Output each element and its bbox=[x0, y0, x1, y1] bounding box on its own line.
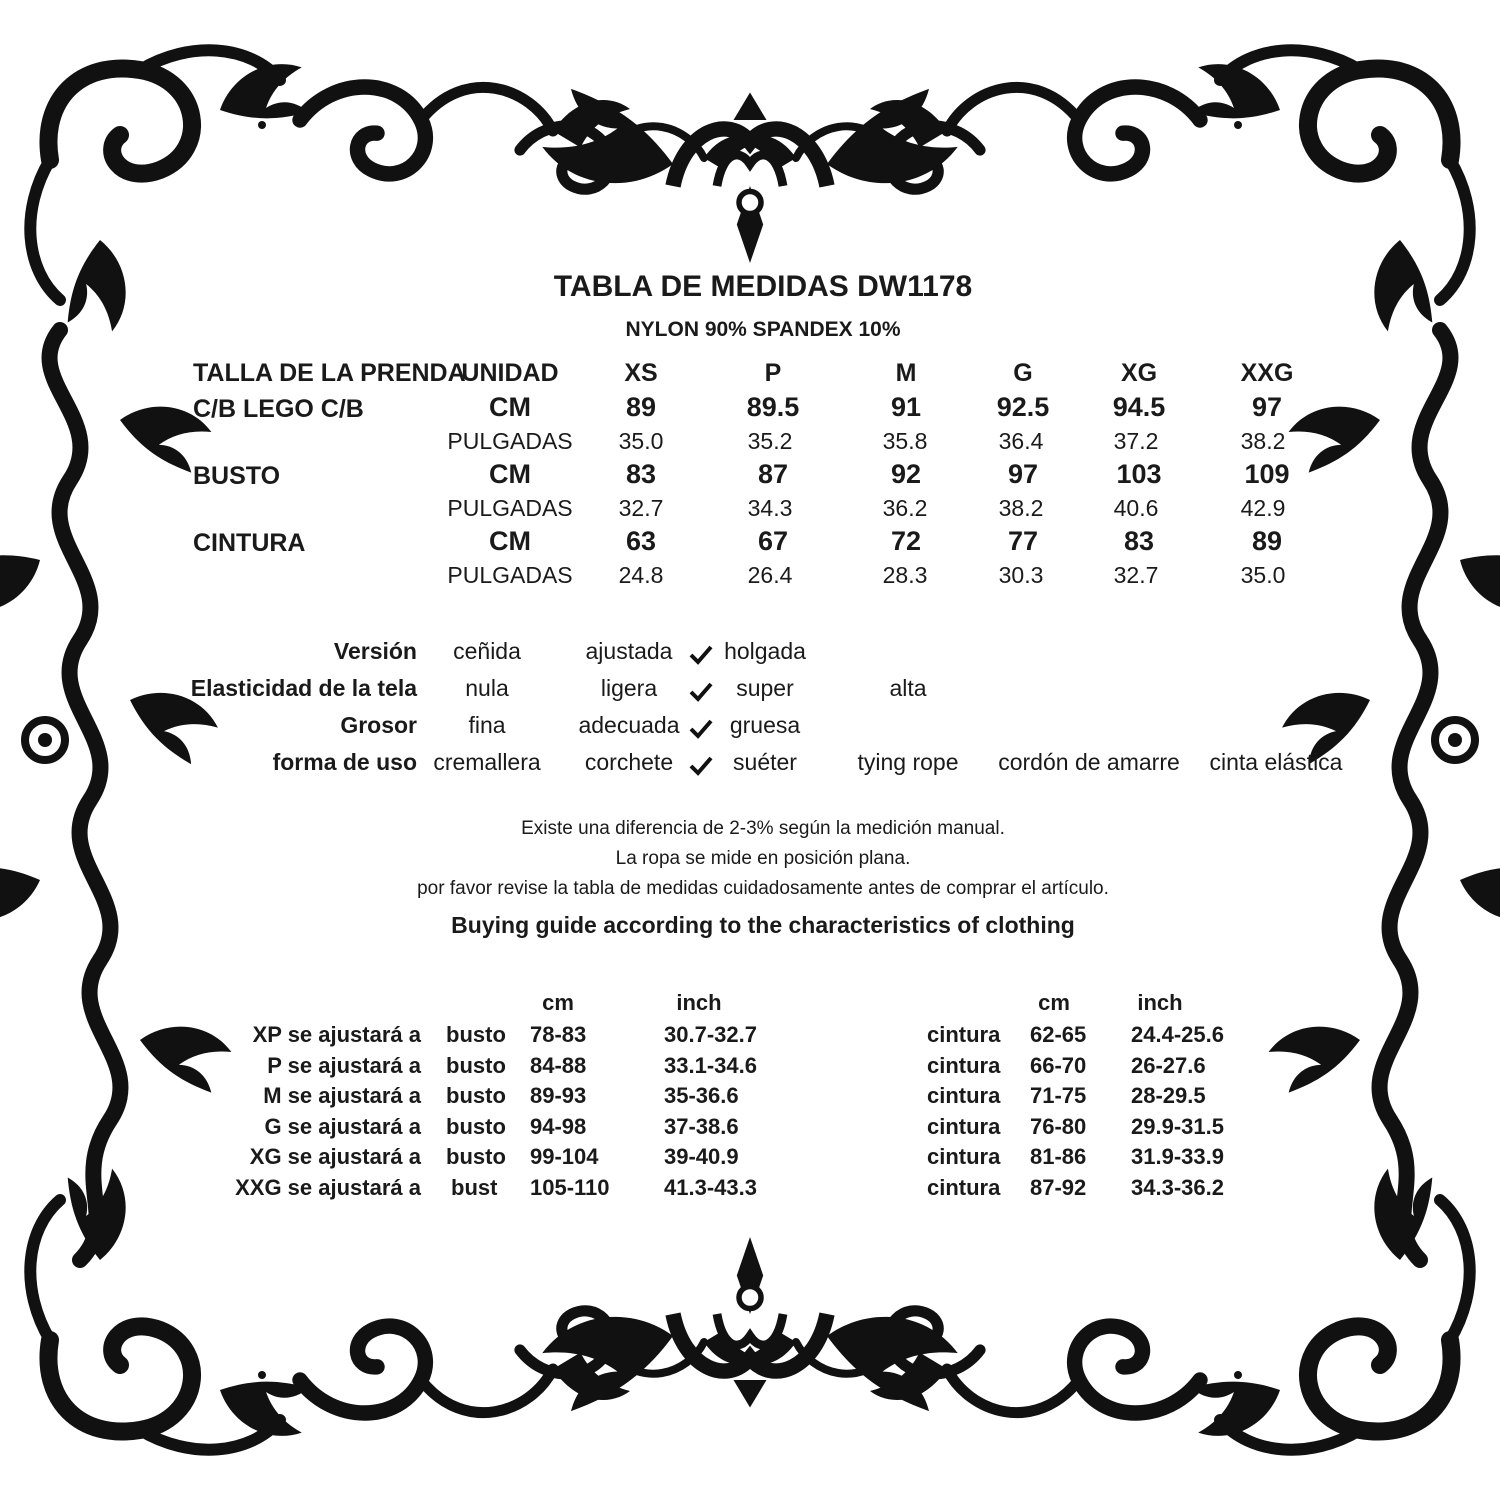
check-icon bbox=[689, 681, 713, 703]
cell-cm: 97 bbox=[1251, 392, 1283, 422]
unit-cm: CM bbox=[489, 526, 531, 556]
attr-option: ligera bbox=[600, 675, 658, 701]
cell-inches: 26.4 bbox=[747, 562, 793, 588]
unit-cm: CM bbox=[489, 392, 531, 422]
row-name-bust: BUSTO bbox=[193, 462, 281, 490]
guide-waist-cm: 62-65 bbox=[1030, 1022, 1087, 1047]
guide-waist-word: cintura bbox=[927, 1053, 1001, 1078]
cell-cm: 67 bbox=[757, 526, 789, 556]
guide-waist-word: cintura bbox=[927, 1022, 1001, 1047]
guide-bust-word: busto bbox=[446, 1083, 506, 1108]
guide-waist-inch: 29.9-31.5 bbox=[1131, 1114, 1224, 1139]
guide-bust-inch: 30.7-32.7 bbox=[664, 1022, 757, 1047]
guide-bust-inch: 37-38.6 bbox=[664, 1114, 739, 1139]
guide-bust-word: busto bbox=[446, 1144, 506, 1169]
attr-option: nula bbox=[465, 675, 509, 701]
guide-bust-inch: 35-36.6 bbox=[664, 1083, 739, 1108]
guide-size-label: XG se ajustará a bbox=[249, 1144, 421, 1169]
size-header-label: TALLA DE LA PRENDA bbox=[193, 359, 466, 387]
page-title: TABLA DE MEDIDAS DW1178 bbox=[553, 270, 973, 303]
row-name-waist: CINTURA bbox=[193, 529, 306, 557]
guide-size-label: G se ajustará a bbox=[264, 1114, 421, 1139]
attr-option: ceñida bbox=[453, 638, 521, 664]
guide-waist-word: cintura bbox=[927, 1083, 1001, 1108]
cell-inches: 32.7 bbox=[1113, 562, 1159, 588]
guide-title: Buying guide according to the characteristics of clothing bbox=[451, 912, 1075, 938]
cell-inches: 30.3 bbox=[998, 562, 1044, 588]
guide-size-label: P se ajustará a bbox=[267, 1053, 421, 1078]
attr-option: adecuada bbox=[578, 712, 680, 738]
guide-unit-inch: inch bbox=[1137, 990, 1183, 1015]
attr-option: holgada bbox=[724, 638, 806, 664]
guide-waist-cm: 87-92 bbox=[1030, 1175, 1087, 1200]
unit-cm: CM bbox=[489, 459, 531, 489]
size-col-xs: XS bbox=[624, 359, 658, 387]
unit-header: UNIDAD bbox=[461, 359, 559, 387]
material-subtitle: NYLON 90% SPANDEX 10% bbox=[625, 318, 901, 341]
guide-bust-cm: 89-93 bbox=[530, 1083, 587, 1108]
guide-waist-word: cintura bbox=[927, 1175, 1001, 1200]
attr-option: cremallera bbox=[433, 749, 541, 775]
attr-option: super bbox=[736, 675, 794, 701]
guide-bust-word: bust bbox=[451, 1175, 498, 1200]
cell-cm: 63 bbox=[625, 526, 657, 556]
guide-size-label: XP se ajustará a bbox=[252, 1022, 421, 1047]
cell-cm: 94.5 bbox=[1112, 392, 1166, 422]
size-col-g: G bbox=[1013, 359, 1033, 387]
check-icon bbox=[689, 644, 713, 666]
cell-inches: 37.2 bbox=[1113, 428, 1159, 454]
attr-option: suéter bbox=[733, 749, 797, 775]
guide-bust-word: busto bbox=[446, 1114, 506, 1139]
cell-inches: 35.0 bbox=[1240, 562, 1286, 588]
size-col-xg: XG bbox=[1120, 359, 1158, 387]
note-line: por favor revise la tabla de medidas cuidadosamente antes de comprar el artículo. bbox=[417, 878, 1109, 899]
guide-waist-inch: 24.4-25.6 bbox=[1131, 1022, 1224, 1047]
check-icon bbox=[689, 718, 713, 740]
guide-unit-cm: cm bbox=[542, 990, 574, 1015]
cell-cm: 89 bbox=[625, 392, 657, 422]
guide-waist-inch: 28-29.5 bbox=[1131, 1083, 1206, 1108]
check-icon bbox=[689, 755, 713, 777]
cell-inches: 36.2 bbox=[882, 495, 928, 521]
cell-cm: 83 bbox=[1123, 526, 1155, 556]
cell-inches: 35.8 bbox=[882, 428, 928, 454]
guide-unit-inch: inch bbox=[676, 990, 722, 1015]
guide-bust-cm: 78-83 bbox=[530, 1022, 587, 1047]
guide-bust-inch: 41.3-43.3 bbox=[664, 1175, 757, 1200]
cell-inches: 28.3 bbox=[882, 562, 928, 588]
cell-cm: 89 bbox=[1251, 526, 1283, 556]
cell-cm: 109 bbox=[1244, 459, 1290, 489]
cell-cm: 83 bbox=[625, 459, 657, 489]
cell-cm: 91 bbox=[890, 392, 922, 422]
cell-cm: 72 bbox=[890, 526, 922, 556]
guide-bust-word: busto bbox=[446, 1022, 506, 1047]
unit-inches: PULGADAS bbox=[447, 495, 573, 521]
cell-inches: 42.9 bbox=[1240, 495, 1286, 521]
guide-waist-inch: 31.9-33.9 bbox=[1131, 1144, 1224, 1169]
size-col-xxg: XXG bbox=[1240, 359, 1294, 387]
cell-cm: 92 bbox=[890, 459, 922, 489]
cell-inches: 24.8 bbox=[618, 562, 664, 588]
attr-option: cordón de amarre bbox=[998, 749, 1180, 775]
cell-cm: 92.5 bbox=[996, 392, 1050, 422]
attr-label-version: Versión bbox=[333, 638, 417, 664]
attr-option: alta bbox=[889, 675, 927, 701]
guide-waist-inch: 34.3-36.2 bbox=[1131, 1175, 1224, 1200]
guide-bust-word: busto bbox=[446, 1053, 506, 1078]
guide-waist-word: cintura bbox=[927, 1114, 1001, 1139]
attr-label-closure: forma de uso bbox=[272, 749, 417, 775]
guide-waist-inch: 26-27.6 bbox=[1131, 1053, 1206, 1078]
guide-bust-cm: 99-104 bbox=[530, 1144, 599, 1169]
unit-inches: PULGADAS bbox=[447, 562, 573, 588]
attr-label-elasticity: Elasticidad de la tela bbox=[190, 675, 417, 701]
guide-bust-inch: 39-40.9 bbox=[664, 1144, 739, 1169]
cell-cm: 97 bbox=[1007, 459, 1039, 489]
attr-option: ajustada bbox=[585, 638, 673, 664]
guide-waist-word: cintura bbox=[927, 1144, 1001, 1169]
guide-unit-cm: cm bbox=[1038, 990, 1070, 1015]
attr-option: cinta elástica bbox=[1209, 749, 1343, 775]
guide-waist-cm: 81-86 bbox=[1030, 1144, 1087, 1169]
cell-inches: 38.2 bbox=[998, 495, 1044, 521]
note-line: La ropa se mide en posición plana. bbox=[615, 848, 911, 869]
row-name-length: C/B LEGO C/B bbox=[193, 395, 364, 423]
attr-option: gruesa bbox=[729, 712, 801, 738]
attr-label-thickness: Grosor bbox=[340, 712, 417, 738]
cell-inches: 38.2 bbox=[1240, 428, 1286, 454]
attr-option: fina bbox=[468, 712, 506, 738]
cell-inches: 40.6 bbox=[1113, 495, 1159, 521]
guide-bust-inch: 33.1-34.6 bbox=[664, 1053, 757, 1078]
cell-cm: 87 bbox=[757, 459, 789, 489]
cell-inches: 34.3 bbox=[747, 495, 793, 521]
cell-cm: 77 bbox=[1007, 526, 1039, 556]
guide-bust-cm: 94-98 bbox=[530, 1114, 587, 1139]
size-col-m: M bbox=[895, 359, 917, 387]
unit-inches: PULGADAS bbox=[447, 428, 573, 454]
attr-option: tying rope bbox=[857, 749, 959, 775]
guide-waist-cm: 76-80 bbox=[1030, 1114, 1087, 1139]
attr-option: corchete bbox=[584, 749, 674, 775]
note-line: Existe una diferencia de 2-3% según la medición manual. bbox=[521, 818, 1005, 839]
cell-cm: 89.5 bbox=[746, 392, 800, 422]
size-col-p: P bbox=[764, 359, 782, 387]
cell-inches: 36.4 bbox=[998, 428, 1044, 454]
cell-cm: 103 bbox=[1116, 459, 1162, 489]
cell-inches: 35.0 bbox=[618, 428, 664, 454]
guide-bust-cm: 105-110 bbox=[530, 1175, 610, 1200]
guide-waist-cm: 66-70 bbox=[1030, 1053, 1087, 1078]
guide-waist-cm: 71-75 bbox=[1030, 1083, 1087, 1108]
guide-size-label: XXG se ajustará a bbox=[235, 1175, 421, 1200]
cell-inches: 35.2 bbox=[747, 428, 793, 454]
cell-inches: 32.7 bbox=[618, 495, 664, 521]
guide-size-label: M se ajustará a bbox=[263, 1083, 421, 1108]
guide-bust-cm: 84-88 bbox=[530, 1053, 587, 1078]
